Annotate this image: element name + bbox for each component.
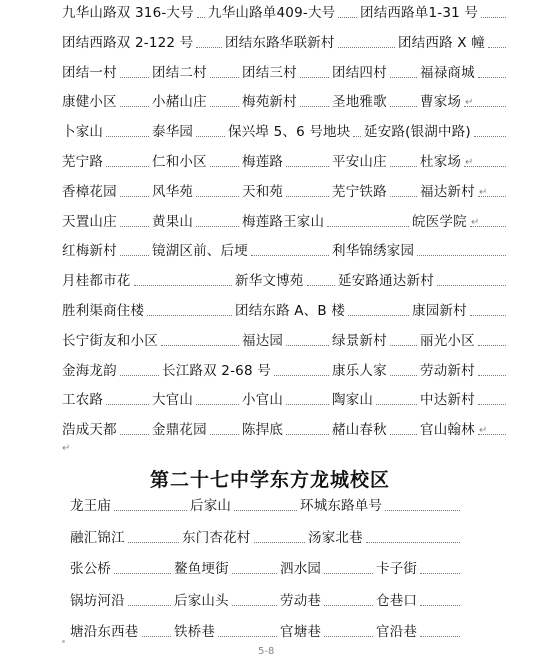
address-entry: 天置山庄 <box>62 213 117 230</box>
address-entry: 香樟花园 <box>62 183 117 200</box>
address-row <box>0 32 540 54</box>
address-entry: 塘沿东西巷 <box>70 624 139 640</box>
address-entry: 长宁街友和小区 <box>62 332 158 349</box>
address-entry: 团结西路双 2-122 号 <box>62 34 194 51</box>
tab-leader <box>286 166 329 167</box>
tab-leader <box>196 404 239 405</box>
address-entry: 九华山路双 316-大号 <box>62 5 194 21</box>
tab-leader <box>307 285 335 286</box>
address-entry: 皖医学院 <box>412 213 467 230</box>
address-entry: 劳动新村 <box>420 362 475 379</box>
address-entry: 泗水园 <box>280 561 322 577</box>
address-entry: 张公桥 <box>70 561 112 577</box>
address-row <box>0 62 540 84</box>
tab-leader <box>478 404 506 405</box>
tab-leader <box>338 47 395 48</box>
tab-leader <box>300 77 329 78</box>
address-row <box>0 181 540 203</box>
address-entry: 铁桥巷 <box>174 624 216 640</box>
address-row <box>0 330 540 352</box>
address-entry: 芜宁铁路 <box>332 183 387 200</box>
address-entry: 镜湖区前、后埂 <box>152 243 248 260</box>
tab-leader <box>324 605 373 606</box>
address-row <box>0 389 540 411</box>
paragraph-mark: ↵ <box>62 443 71 454</box>
address-entry: 泰华园 <box>152 124 194 141</box>
address-entry: 团结一村 <box>62 64 117 81</box>
tab-leader <box>390 166 417 167</box>
address-entry: 福达园 <box>242 332 284 349</box>
tab-leader <box>196 47 222 48</box>
tab-leader <box>286 404 329 405</box>
tab-leader <box>286 434 329 435</box>
address-entry: 官塘巷 <box>280 624 322 640</box>
tab-leader <box>196 196 239 197</box>
tab-leader <box>385 510 460 511</box>
address-entry: 团结二村 <box>152 64 207 81</box>
tab-leader <box>274 375 329 376</box>
tab-leader <box>376 404 417 405</box>
address-entry: 中达新村 <box>420 392 475 409</box>
address-entry: 龙王庙 <box>70 498 112 514</box>
tab-leader <box>478 345 506 346</box>
tab-leader <box>488 47 506 48</box>
address-entry: 赭山春秋 <box>332 422 387 439</box>
address-entry: 团结西路 X 幢 <box>398 34 485 51</box>
address-entry: 红梅新村 <box>62 243 117 260</box>
address-entry: 芜宁路 <box>62 154 104 170</box>
address-entry: 曹家场 <box>420 94 462 111</box>
tab-leader <box>286 196 329 197</box>
address-entry: 团结西路单1-31 号 <box>360 5 479 21</box>
tab-leader <box>390 345 417 346</box>
tab-leader <box>390 196 417 197</box>
tab-leader <box>196 226 239 227</box>
tab-leader <box>232 605 277 606</box>
tab-leader <box>142 636 171 637</box>
address-row <box>0 360 540 382</box>
tab-leader <box>390 77 417 78</box>
tab-leader <box>114 573 171 574</box>
tab-leader <box>300 106 329 107</box>
address-row <box>0 121 540 143</box>
address-entry: 团结东路华联新村 <box>225 34 335 51</box>
tab-leader <box>210 106 239 107</box>
address-entry: 梅莲路王家山 <box>242 213 325 230</box>
tab-leader <box>338 17 357 18</box>
address-row <box>0 495 540 517</box>
tab-leader <box>120 196 149 197</box>
tab-leader <box>478 77 506 78</box>
tab-leader <box>161 345 239 346</box>
address-entry: 康健小区 <box>62 94 117 111</box>
margin-dot <box>62 640 65 643</box>
tab-leader <box>120 434 149 435</box>
address-entry: 丽光小区 <box>420 332 475 349</box>
address-entry: 延安路(银湖中路) <box>364 124 471 141</box>
tab-leader <box>147 315 232 316</box>
address-entry: 陶家山 <box>332 392 374 409</box>
paragraph-mark: ↵ <box>471 216 480 228</box>
tab-leader <box>481 17 506 18</box>
address-entry: 九华山路单409-大号 <box>208 5 336 21</box>
address-row <box>0 527 540 549</box>
address-entry: 东门杏花村 <box>182 529 251 546</box>
tab-leader <box>134 285 232 286</box>
address-entry: 利华锦绣家园 <box>332 243 415 260</box>
address-entry: 大官山 <box>152 392 194 409</box>
address-entry: 黄果山 <box>152 213 194 230</box>
paragraph-mark: ↵ <box>465 157 474 168</box>
address-row <box>0 621 540 643</box>
address-entry: 风华苑 <box>152 183 194 200</box>
tab-leader <box>106 136 149 137</box>
address-entry: 陈捍底 <box>242 422 284 439</box>
paragraph-mark: ↵ <box>479 186 488 198</box>
tab-leader <box>120 77 149 78</box>
address-entry: 天和苑 <box>242 183 284 200</box>
address-entry: 平安山庄 <box>332 154 387 170</box>
address-row <box>0 590 540 612</box>
address-entry: 汤家北巷 <box>308 529 363 546</box>
tab-leader <box>210 77 239 78</box>
section-two-title: 第二十七中学东方龙城校区 <box>149 469 390 491</box>
tab-leader <box>324 636 373 637</box>
address-entry: 杜家场 <box>420 154 462 170</box>
paragraph-mark: ↵ <box>479 425 488 437</box>
address-entry: 仓巷口 <box>376 592 418 609</box>
tab-leader <box>390 106 417 107</box>
address-entry: 康园新村 <box>412 303 467 319</box>
address-entry: 锅坊河沿 <box>70 592 125 609</box>
address-entry: 卡子街 <box>376 561 418 577</box>
paragraph-mark: ↵ <box>465 97 474 109</box>
address-entry: 融汇锦江 <box>70 529 125 546</box>
address-row <box>0 211 540 233</box>
address-row <box>0 419 540 441</box>
address-entry: 保兴埠 5、6 号地块 <box>228 124 351 141</box>
address-entry: 圣地雅歌 <box>332 94 387 111</box>
tab-leader <box>390 434 417 435</box>
tab-leader <box>128 542 179 543</box>
address-entry: 后家山 <box>190 498 232 514</box>
address-entry: 长江路双 2-68 号 <box>162 362 271 379</box>
address-row <box>0 151 540 173</box>
tab-leader <box>196 136 225 137</box>
tab-leader <box>470 315 506 316</box>
tab-leader <box>120 375 159 376</box>
address-entry: 小赭山庄 <box>152 94 207 111</box>
tab-leader <box>390 375 417 376</box>
tab-leader <box>420 573 460 574</box>
tab-leader <box>366 542 460 543</box>
address-entry: 福达新村 <box>420 183 475 200</box>
tab-leader <box>348 315 409 316</box>
tab-leader <box>254 542 305 543</box>
tab-leader <box>120 226 149 227</box>
address-entry: 梅苑新村 <box>242 94 297 111</box>
page-number: 5-8 <box>258 646 275 657</box>
address-row <box>0 270 540 292</box>
address-entry: 团结三村 <box>242 64 297 81</box>
address-entry: 官沿巷 <box>376 624 418 640</box>
tab-leader <box>474 136 506 137</box>
tab-leader <box>210 434 239 435</box>
address-row <box>0 2 540 24</box>
tab-leader <box>324 573 373 574</box>
tab-leader <box>251 255 329 256</box>
address-entry: 环城东路单号 <box>300 498 383 514</box>
tab-leader <box>106 404 149 405</box>
address-entry: 团结东路 A、B 楼 <box>235 303 346 319</box>
tab-leader <box>114 510 187 511</box>
address-entry: 卜家山 <box>62 124 104 141</box>
tab-leader <box>128 605 171 606</box>
address-entry: 仁和小区 <box>152 154 207 170</box>
address-entry: 梅莲路 <box>242 154 284 170</box>
tab-leader <box>234 510 297 511</box>
address-entry: 福禄商城 <box>420 64 475 81</box>
address-entry: 后家山头 <box>174 592 229 609</box>
tab-leader <box>210 166 239 167</box>
address-entry: 绿景新村 <box>332 332 387 349</box>
address-entry: 劳动巷 <box>280 592 322 609</box>
tab-leader <box>478 375 506 376</box>
address-entry: 金海龙韵 <box>62 362 117 379</box>
address-entry: 官山翰林 <box>420 422 475 439</box>
address-entry: 胜利渠商住楼 <box>62 303 145 319</box>
address-entry: 延安路通达新村 <box>338 273 434 290</box>
tab-leader <box>286 345 329 346</box>
tab-leader <box>106 166 149 167</box>
address-row <box>0 91 540 113</box>
address-entry: 月桂都市花 <box>62 273 131 290</box>
address-entry: 金鼎花园 <box>152 422 207 439</box>
tab-leader <box>437 285 506 286</box>
address-entry: 工农路 <box>62 392 104 409</box>
tab-leader <box>420 636 460 637</box>
address-entry: 康乐人家 <box>332 362 387 379</box>
tab-leader <box>327 226 409 227</box>
address-entry: 鳌鱼埂街 <box>174 561 229 577</box>
tab-leader <box>420 605 460 606</box>
tab-leader <box>120 255 149 256</box>
tab-leader <box>353 136 361 137</box>
tab-leader <box>120 106 149 107</box>
address-row <box>0 558 540 580</box>
tab-leader <box>197 17 205 18</box>
tab-leader <box>218 636 277 637</box>
address-entry: 小官山 <box>242 392 284 409</box>
address-entry: 团结四村 <box>332 64 387 81</box>
tab-leader <box>417 255 506 256</box>
address-row <box>0 300 540 322</box>
address-entry: 新华文博苑 <box>235 273 304 290</box>
address-entry: 浩成天都 <box>62 422 117 439</box>
tab-leader <box>232 573 277 574</box>
address-row <box>0 240 540 262</box>
